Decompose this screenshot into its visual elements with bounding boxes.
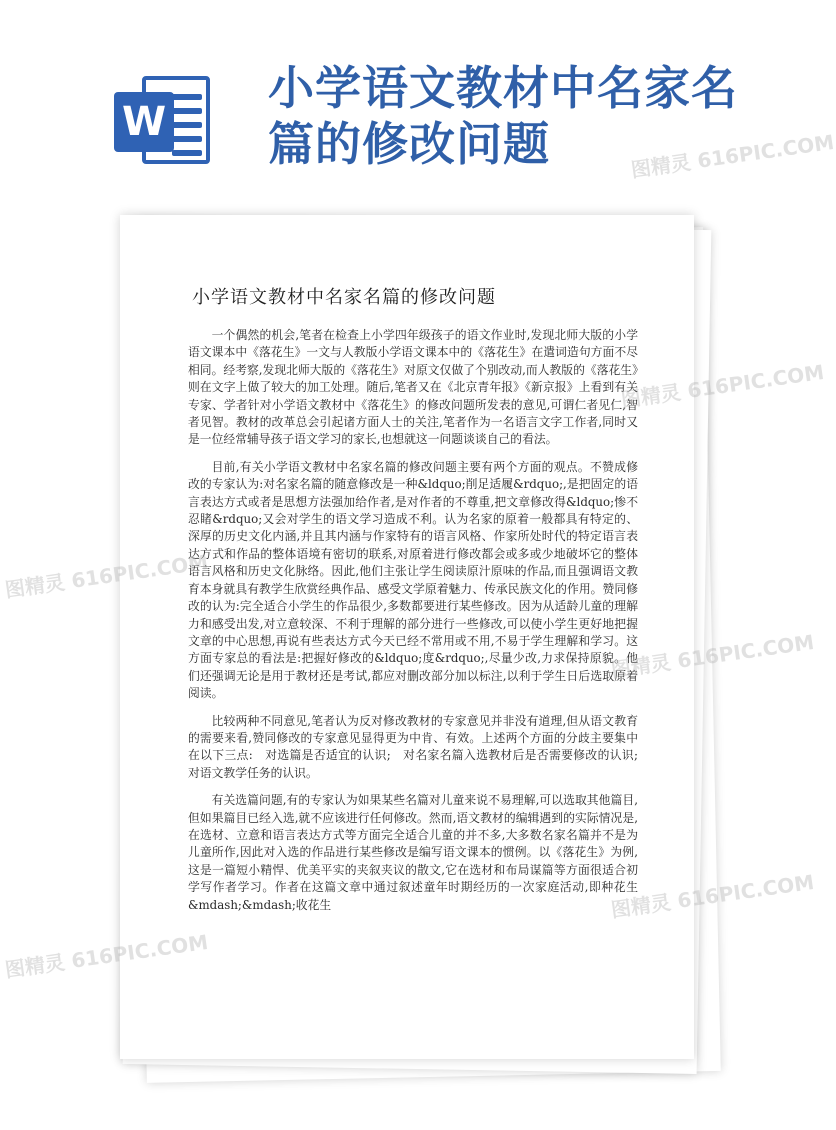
- watermark: 图精灵 616PIC.COM: [609, 629, 816, 683]
- document-page: [120, 215, 694, 1059]
- paragraph: 有关选篇问题,有的专家认为如果某些名篇对儿童来说不易理解,可以选取其他篇目,但如果篇目已经入选,就不应该进行任何修改。然而,语文教材的编辑遇到的实际情况是,在选材、立意和语言表达方式等方面完全适合儿童的并不多,大多数名家名篇并不是为儿童所作,因此对入选的作品进行某些修改是编写语文课本的惯例。以《落花生》为例,这是一篇短小精悍、优美平实的夹叙夹议的散文,它在选材和布局谋篇等方面很适合初学写作者学习。作者在这篇文章中通过叙述童年时期经历的一次家庭活动,即种花生&mdash;&mdash;收花生: [188, 793, 638, 912]
- document-preview: [120, 215, 700, 1075]
- watermark: 图精灵 616PIC.COM: [3, 929, 210, 983]
- document-title: 小学语文教材中名家名篇的修改问题: [192, 287, 496, 308]
- word-badge: W: [114, 92, 174, 152]
- page-title: 小学语文教材中名家名篇的修改问题: [268, 61, 738, 171]
- document-body: [188, 327, 650, 924]
- watermark: 图精灵 616PIC.COM: [629, 129, 836, 183]
- watermark: 图精灵 616PIC.COM: [619, 359, 826, 413]
- header: [0, 0, 800, 200]
- watermark: 图精灵 616PIC.COM: [3, 549, 210, 603]
- paragraph: 比较两种不同意见,笔者认为反对修改教材的专家意见并非没有道理,但从语文教育的需要来看,赞同修改的专家意见显得更为中肯、有效。上述两个方面的分歧主要集中在以下三点: 对选篇是否适宜的认识; 对名家名篇入选教材后是否需要修改的认识; 对语文教学任务的认识。: [188, 713, 650, 780]
- paragraph: 目前,有关小学语文教材中名家名篇的修改问题主要有两个方面的观点。不赞成修改的专家认为:对名家名篇的随意修改是一种&ldquo;削足适履&rdquo;,是把固定的语言表达方式或者是思想方法强加给作者,是对作者的不尊重,把文章修改得&ldquo;惨不忍睹&rdquo;又会对学生的语文学习造成不利。认为名家的原着一般都具有特定的、深厚的历史文化内涵,并且其内涵与作家特有的语言风格、作家所处时代的特定语言表达方式和作品的整体语境有密切的联系,对原着进行修改都会或多或少地破坏它的整体语言风格和历史文化脉络。因此,他们主张让学生阅读原汁原味的作品,而且强调语文教育本身就具有教学生欣赏经典作品、感受文学原着魅力、传承民族文化的作用。赞同修改的认为:完全适合小学生的作品很少,多数都要进行某些修改。因为从适龄儿童的理解力和感受出发,对立意较深、不利于理解的部分进行一些修改,可以使小学生更好地把握文章的中心思想,再说有些表达方式今天已经不常用或不用,不易于学生理解和学习。这方面专家总的看法是:把握好修改的&ldquo;度&rdquo;,尽量少改,力求保持原貌。他们还强调无论是用于教材还是考试,都应对删改部分加以标注,以利于学生日后选取原着阅读。: [188, 459, 638, 701]
- word-document-icon: [112, 66, 216, 170]
- watermark: 图精灵 616PIC.COM: [609, 869, 816, 923]
- paragraph: 一个偶然的机会,笔者在检查上小学四年级孩子的语文作业时,发现北师大版的小学语文课本中《落花生》一文与人教版小学语文课本中的《落花生》在遣词造句方面不尽相同。经考察,发现北师大版的《落花生》对原文仅做了个别改动,而人教版的《落花生》则在文字上做了较大的加工处理。随后,笔者又在《北京青年报》《新京报》上看到有关专家、学者针对小学语文教材中《落花生》的修改问题所发表的意见,可谓仁者见仁,智者见智。教材的改革总会引起诸方面人士的关注,笔者作为一名语言文字工作者,同时又是一位经常辅导孩子语文学习的家长,也想就这一问题谈谈自己的看法。: [188, 328, 638, 447]
